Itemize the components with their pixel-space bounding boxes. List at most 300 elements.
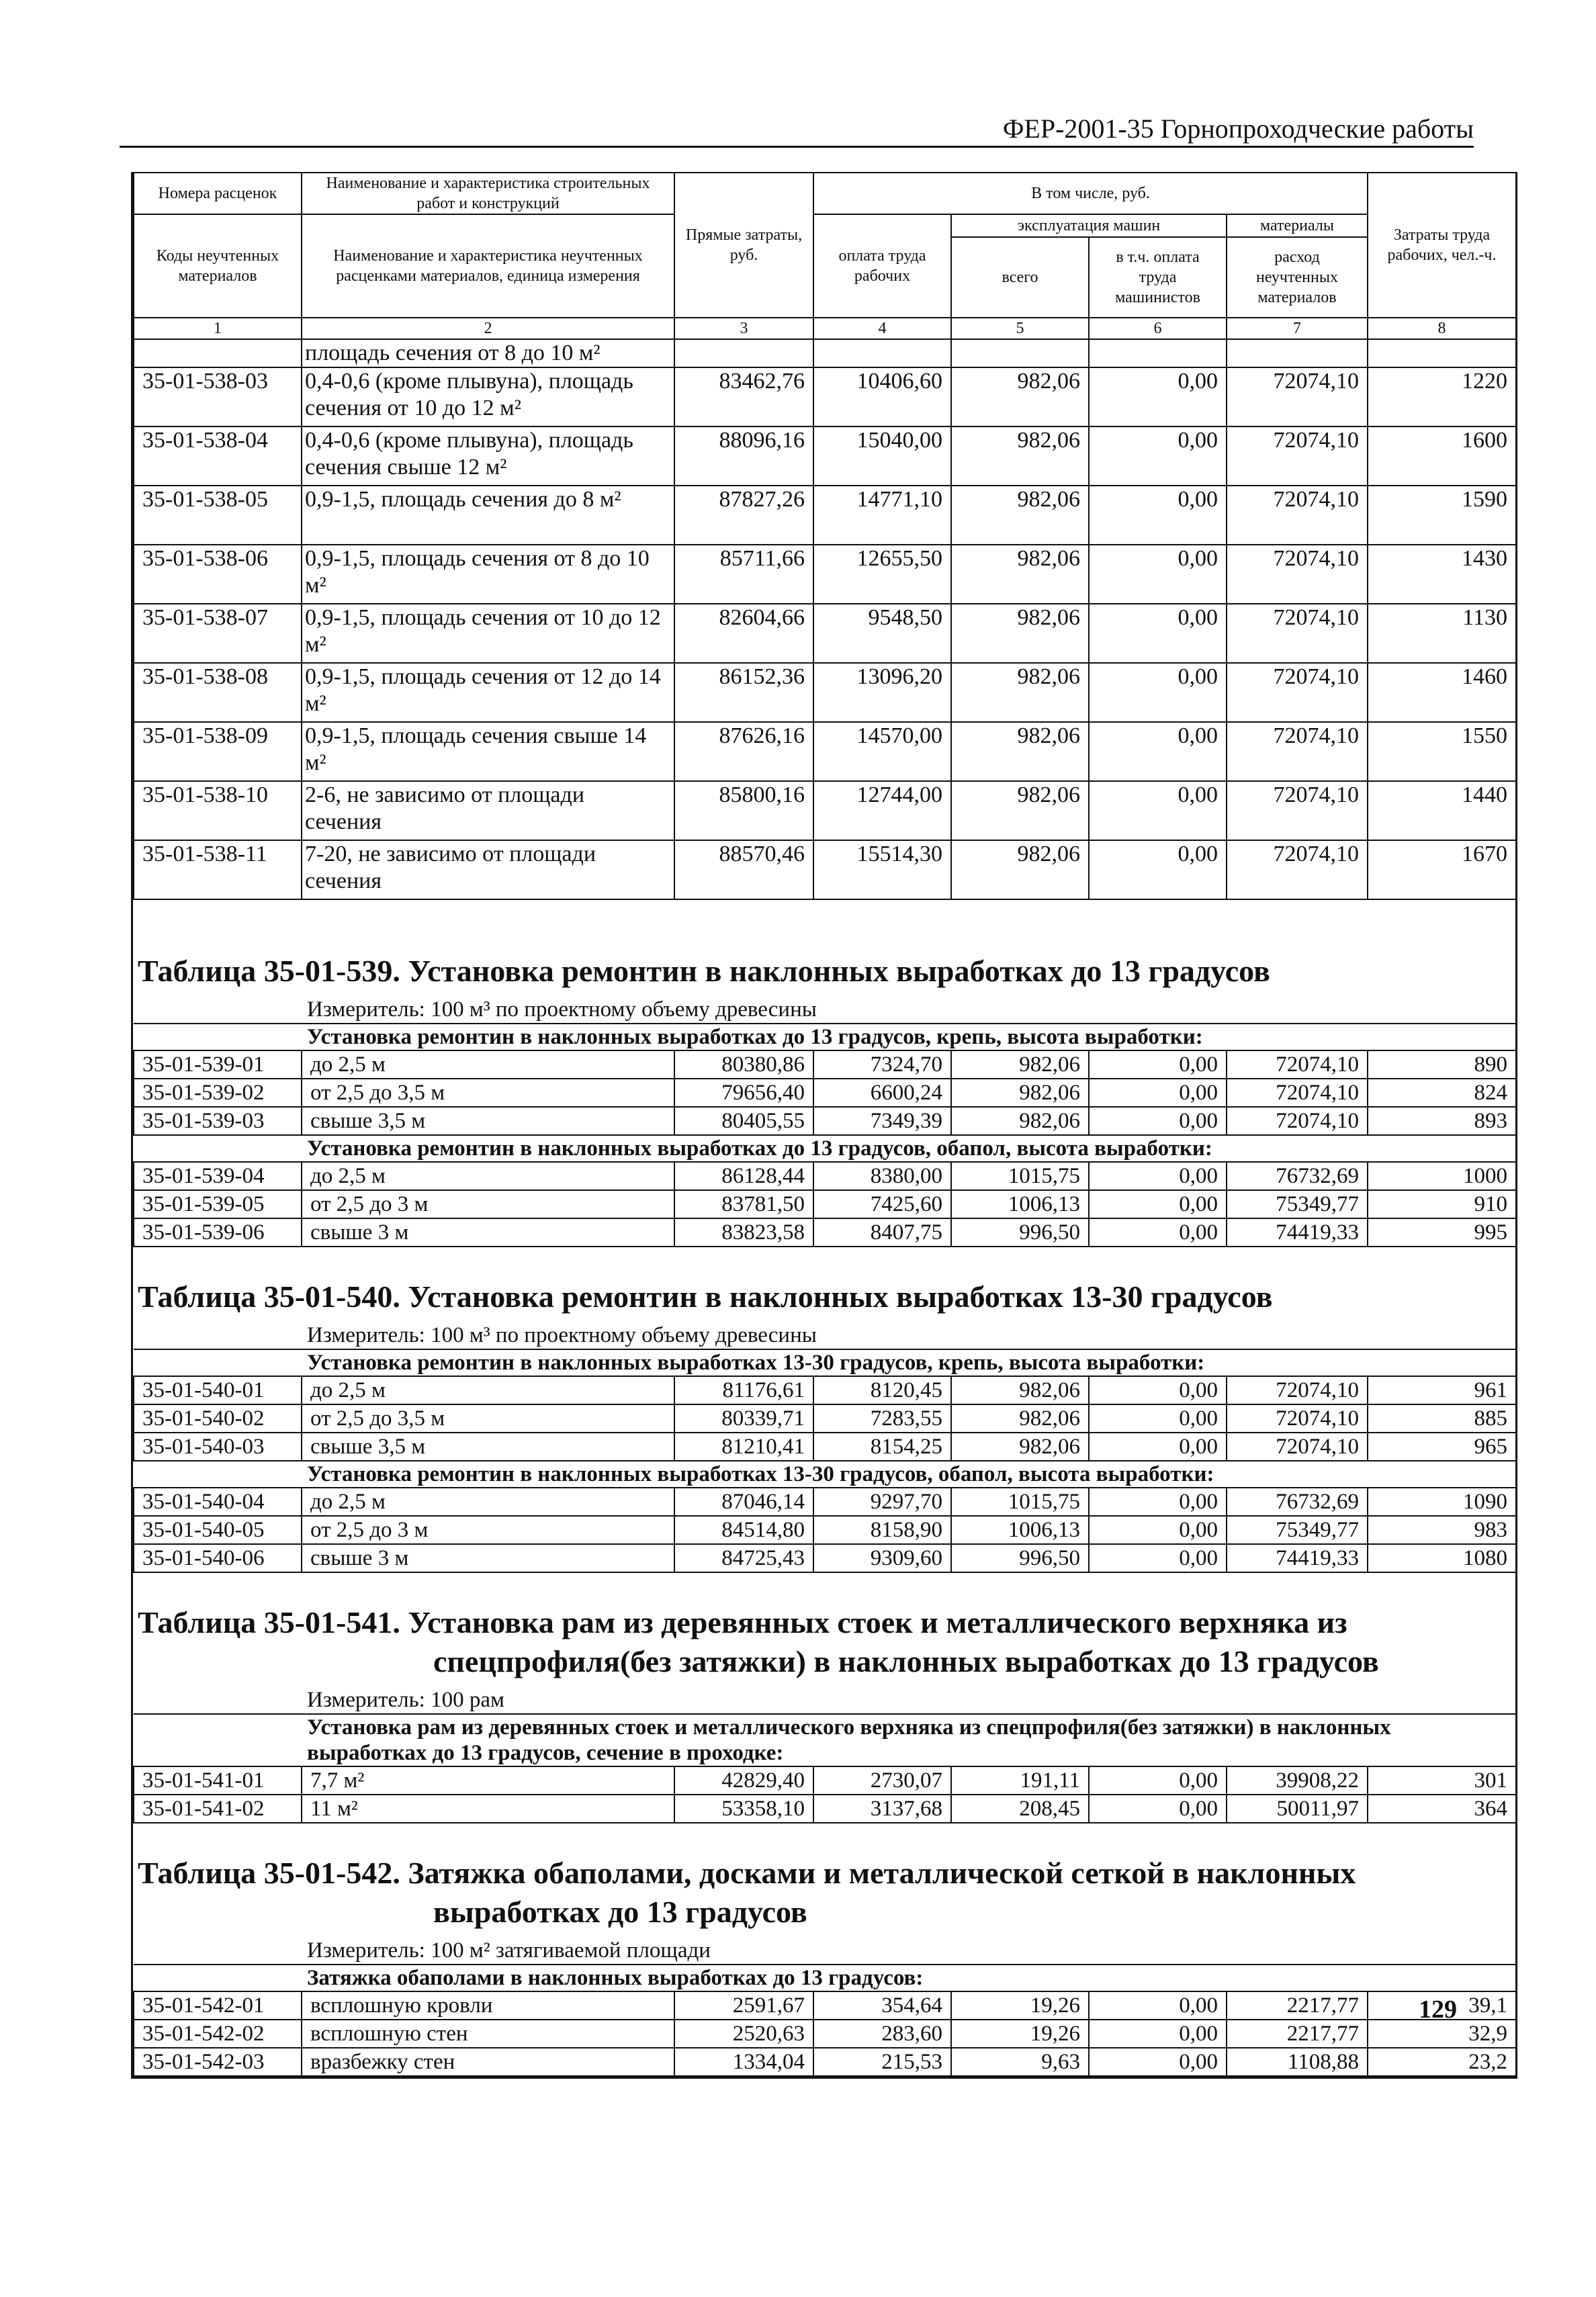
labor-pay: 13096,20 [813, 663, 951, 722]
header-machines-total: всего [951, 237, 1089, 318]
table-meter: Измеритель: 100 м² затягиваемой площади [307, 1938, 711, 1963]
machinists-pay: 0,00 [1089, 1766, 1227, 1795]
rate-name: от 2,5 до 3,5 м [302, 1404, 674, 1433]
machines-cost: 982,06 [951, 426, 1089, 486]
rate-name: свыше 3,5 м [302, 1107, 674, 1135]
rate-code: 35-01-540-05 [134, 1516, 302, 1544]
table-title-number: Таблица 35-01-541. [138, 1605, 400, 1639]
table-row [134, 1795, 1516, 1823]
table-title-row [134, 1850, 1516, 1937]
rate-name: всплошную кровли [302, 1991, 674, 2020]
header-codes-bottom: Коды неучтенных материалов [134, 214, 302, 318]
rate-code: 35-01-540-01 [134, 1376, 302, 1404]
direct-cost: 84514,80 [674, 1516, 813, 1544]
table-title-text: Установка рам из деревянных стоек и металлического верхняка из [408, 1605, 1347, 1639]
labor-pay: 15040,00 [813, 426, 951, 486]
rate-name: 0,9-1,5, площадь сечения свыше 14 м² [302, 722, 674, 781]
rate-code: 35-01-538-11 [134, 840, 302, 899]
rate-name: 0,4-0,6 (кроме плывуна), площадь сечения от 10 до 12 м² [302, 367, 674, 426]
price-sheet [131, 172, 1517, 2079]
machines-cost: 982,06 [951, 367, 1089, 426]
labor-pay: 283,60 [813, 2020, 951, 2048]
materials-cost: 2217,77 [1227, 1991, 1368, 2020]
table-meter-row [134, 996, 1516, 1024]
direct-cost: 87827,26 [674, 486, 813, 545]
table-row [134, 1516, 1516, 1544]
materials-cost: 76732,69 [1227, 1162, 1368, 1190]
table-row [134, 1544, 1516, 1572]
labor-pay: 8407,75 [813, 1218, 951, 1247]
group-label: Установка рам из деревянных стоек и металлического верхняка из спецпрофиля(без затяжки) в наклонных выработках до 13 градусов, сечение в проходке: [134, 1714, 1516, 1766]
rate-name: до 2,5 м [302, 1050, 674, 1079]
direct-cost: 2591,67 [674, 1991, 813, 2020]
rate-name: 7-20, не зависимо от площади сечения [302, 840, 674, 899]
materials-cost: 74419,33 [1227, 1218, 1368, 1247]
group-label-row [134, 1714, 1516, 1766]
materials-cost: 72074,10 [1227, 1107, 1368, 1135]
header-machinists: в т.ч. оплата труда машинистов [1089, 237, 1227, 318]
direct-cost: 88570,46 [674, 840, 813, 899]
machines-cost: 982,06 [951, 663, 1089, 722]
machines-cost: 982,06 [951, 1079, 1089, 1107]
machinists-pay: 0,00 [1089, 604, 1227, 663]
materials-cost: 72074,10 [1227, 663, 1368, 722]
table-row [134, 1079, 1516, 1107]
rate-code: 35-01-542-03 [134, 2048, 302, 2076]
labor-hours: 1440 [1368, 781, 1516, 840]
labor-hours: 1080 [1368, 1544, 1516, 1572]
rate-name: вразбежку стен [302, 2048, 674, 2076]
direct-cost: 80405,55 [674, 1107, 813, 1135]
materials-cost: 72074,10 [1227, 367, 1368, 426]
col-number: 6 [1089, 318, 1227, 339]
rate-code: 35-01-539-06 [134, 1218, 302, 1247]
machinists-pay: 0,00 [1089, 1433, 1227, 1461]
group-label: Установка ремонтин в наклонных выработках до 13 градусов, крепь, высота выработки: [134, 1024, 1516, 1050]
direct-cost: 80380,86 [674, 1050, 813, 1079]
labor-pay: 14771,10 [813, 486, 951, 545]
machines-cost: 982,06 [951, 1433, 1089, 1461]
direct-cost: 86128,44 [674, 1162, 813, 1190]
machines-cost: 191,11 [951, 1766, 1089, 1795]
header-labor: Затраты труда рабочих, чел.-ч. [1368, 173, 1516, 318]
labor-hours: 39,1 [1368, 1991, 1516, 2020]
machinists-pay: 0,00 [1089, 1190, 1227, 1218]
labor-hours: 885 [1368, 1404, 1516, 1433]
labor-hours: 1090 [1368, 1488, 1516, 1516]
rate-name: до 2,5 м [302, 1488, 674, 1516]
machines-cost: 982,06 [951, 604, 1089, 663]
table-row [134, 1404, 1516, 1433]
machines-cost: 982,06 [951, 1107, 1089, 1135]
machines-cost: 982,06 [951, 1050, 1089, 1079]
rate-name: 0,9-1,5, площадь сечения от 12 до 14 м² [302, 663, 674, 722]
machinists-pay: 0,00 [1089, 1488, 1227, 1516]
direct-cost: 86152,36 [674, 663, 813, 722]
section-gap [134, 1823, 1516, 1850]
table-title-row [134, 1599, 1516, 1686]
table-row [134, 1376, 1516, 1404]
labor-pay: 15514,30 [813, 840, 951, 899]
table-row [134, 1433, 1516, 1461]
direct-cost: 80339,71 [674, 1404, 813, 1433]
header-name-top: Наименование и характеристика строительных работ и конструкций [302, 173, 674, 214]
rate-name: от 2,5 до 3,5 м [302, 1079, 674, 1107]
labor-pay: 9297,70 [813, 1488, 951, 1516]
machinists-pay: 0,00 [1089, 1050, 1227, 1079]
rate-code: 35-01-538-05 [134, 486, 302, 545]
table-row [134, 604, 1516, 663]
tables-body [134, 899, 1516, 2076]
header-name-bottom: Наименование и характеристика неучтенных расценками материалов, единица измерения [302, 214, 674, 318]
col-number: 7 [1227, 318, 1368, 339]
materials-cost: 72074,10 [1227, 1079, 1368, 1107]
group-label-row [134, 1349, 1516, 1376]
labor-pay: 10406,60 [813, 367, 951, 426]
table-header [134, 173, 1516, 339]
machines-cost: 1015,75 [951, 1488, 1089, 1516]
labor-hours: 1600 [1368, 426, 1516, 486]
table-row [134, 426, 1516, 486]
materials-cost: 72074,10 [1227, 426, 1368, 486]
running-head: ФЕР-2001-35 Горнопроходческие работы [120, 113, 1474, 148]
table-row [134, 840, 1516, 899]
table-row [134, 2020, 1516, 2048]
labor-hours: 1460 [1368, 663, 1516, 722]
machines-cost: 982,06 [951, 1404, 1089, 1433]
machines-cost: 208,45 [951, 1795, 1089, 1823]
materials-cost: 75349,77 [1227, 1516, 1368, 1544]
labor-hours: 961 [1368, 1376, 1516, 1404]
table-meter: Измеритель: 100 м³ по проектному объему древесины [307, 997, 817, 1022]
labor-hours: 1550 [1368, 722, 1516, 781]
labor-hours: 893 [1368, 1107, 1516, 1135]
materials-cost: 72074,10 [1227, 840, 1368, 899]
machines-cost: 982,06 [951, 840, 1089, 899]
labor-hours: 301 [1368, 1766, 1516, 1795]
table-meter-row [134, 1937, 1516, 1965]
rate-code: 35-01-539-02 [134, 1079, 302, 1107]
machinists-pay: 0,00 [1089, 840, 1227, 899]
table-row [134, 2048, 1516, 2076]
table-title-text: Затяжка обаполами, досками и металлической сеткой в наклонных [408, 1856, 1356, 1890]
machinists-pay: 0,00 [1089, 367, 1227, 426]
machinists-pay: 0,00 [1089, 1107, 1227, 1135]
carry-row [134, 339, 1516, 367]
labor-pay: 8158,90 [813, 1516, 951, 1544]
machines-cost: 9,63 [951, 2048, 1089, 2076]
labor-hours: 983 [1368, 1516, 1516, 1544]
labor-pay: 14570,00 [813, 722, 951, 781]
table-row [134, 545, 1516, 604]
labor-hours: 1430 [1368, 545, 1516, 604]
labor-hours: 32,9 [1368, 2020, 1516, 2048]
machinists-pay: 0,00 [1089, 663, 1227, 722]
labor-pay: 12744,00 [813, 781, 951, 840]
table-meter: Измеритель: 100 рам [307, 1688, 504, 1712]
col-number: 8 [1368, 318, 1516, 339]
materials-cost: 72074,10 [1227, 781, 1368, 840]
group-label-row [134, 1461, 1516, 1488]
column-numbers [134, 318, 1516, 339]
machinists-pay: 0,00 [1089, 2020, 1227, 2048]
table-row [134, 1050, 1516, 1079]
group-label: Затяжка обаполами в наклонных выработках до 13 градусов: [134, 1965, 1516, 1991]
rate-code: 35-01-538-07 [134, 604, 302, 663]
rate-name: свыше 3 м [302, 1218, 674, 1247]
rate-code: 35-01-538-04 [134, 426, 302, 486]
materials-cost: 72074,10 [1227, 1376, 1368, 1404]
labor-pay: 8120,45 [813, 1376, 951, 1404]
table-row [134, 1766, 1516, 1795]
col-number: 5 [951, 318, 1089, 339]
rate-code: 35-01-538-10 [134, 781, 302, 840]
machinists-pay: 0,00 [1089, 545, 1227, 604]
direct-cost: 53358,10 [674, 1795, 813, 1823]
table-row [134, 1107, 1516, 1135]
rate-code: 35-01-538-08 [134, 663, 302, 722]
labor-hours: 890 [1368, 1050, 1516, 1079]
machinists-pay: 0,00 [1089, 2048, 1227, 2076]
table-row [134, 367, 1516, 426]
direct-cost: 84725,43 [674, 1544, 813, 1572]
direct-cost: 83781,50 [674, 1190, 813, 1218]
group-label-row [134, 1965, 1516, 1991]
materials-cost: 72074,10 [1227, 722, 1368, 781]
rate-code: 35-01-540-03 [134, 1433, 302, 1461]
machinists-pay: 0,00 [1089, 426, 1227, 486]
rate-name: 7,7 м² [302, 1766, 674, 1795]
table-row [134, 1190, 1516, 1218]
rate-code: 35-01-542-02 [134, 2020, 302, 2048]
direct-cost: 79656,40 [674, 1079, 813, 1107]
section-gap [134, 1572, 1516, 1599]
machines-cost: 982,06 [951, 722, 1089, 781]
labor-hours: 1000 [1368, 1162, 1516, 1190]
rate-name: свыше 3,5 м [302, 1433, 674, 1461]
table-title-row [134, 948, 1516, 996]
labor-pay: 6600,24 [813, 1079, 951, 1107]
labor-hours: 364 [1368, 1795, 1516, 1823]
labor-hours: 1130 [1368, 604, 1516, 663]
labor-pay: 9309,60 [813, 1544, 951, 1572]
table-title-text: Установка ремонтин в наклонных выработках до 13 градусов [408, 954, 1270, 988]
table-row [134, 722, 1516, 781]
labor-pay: 3137,68 [813, 1795, 951, 1823]
rate-code: 35-01-542-01 [134, 1991, 302, 2020]
machines-cost: 996,50 [951, 1218, 1089, 1247]
rate-name: 0,9-1,5, площадь сечения от 8 до 10 м² [302, 545, 674, 604]
machinists-pay: 0,00 [1089, 1162, 1227, 1190]
labor-hours: 824 [1368, 1079, 1516, 1107]
table-title [134, 1850, 1516, 1937]
table-title-number: Таблица 35-01-542. [138, 1856, 400, 1890]
rate-code: 35-01-538-06 [134, 545, 302, 604]
col-number: 2 [302, 318, 674, 339]
header-codes-top: Номера расценок [134, 173, 302, 214]
machinists-pay: 0,00 [1089, 722, 1227, 781]
rate-code: 35-01-539-01 [134, 1050, 302, 1079]
col-number: 3 [674, 318, 813, 339]
rates-table [133, 172, 1517, 2077]
materials-cost: 74419,33 [1227, 1544, 1368, 1572]
table-row [134, 781, 1516, 840]
rate-name: свыше 3 м [302, 1544, 674, 1572]
table-meter: Измеритель: 100 м³ по проектному объему древесины [307, 1323, 817, 1347]
header-materials: материалы [1227, 214, 1368, 237]
materials-cost: 2217,77 [1227, 2020, 1368, 2048]
direct-cost: 2520,63 [674, 2020, 813, 2048]
machinists-pay: 0,00 [1089, 1079, 1227, 1107]
gap-cell [134, 1823, 1516, 1850]
table-row [134, 1218, 1516, 1247]
table-title-number: Таблица 35-01-540. [138, 1279, 400, 1314]
machines-cost: 19,26 [951, 1991, 1089, 2020]
rate-code: 35-01-540-04 [134, 1488, 302, 1516]
table-row [134, 663, 1516, 722]
machines-cost: 1006,13 [951, 1516, 1089, 1544]
group-label: Установка ремонтин в наклонных выработках 13-30 градусов, крепь, высота выработки: [134, 1349, 1516, 1376]
labor-pay: 7425,60 [813, 1190, 951, 1218]
labor-hours: 23,2 [1368, 2048, 1516, 2076]
rate-code: 35-01-540-06 [134, 1544, 302, 1572]
direct-cost: 81210,41 [674, 1433, 813, 1461]
machines-cost: 19,26 [951, 2020, 1089, 2048]
labor-hours: 1590 [1368, 486, 1516, 545]
materials-cost: 1108,88 [1227, 2048, 1368, 2076]
machines-cost: 982,06 [951, 781, 1089, 840]
header-materials-consumption: расход неучтенных материалов [1227, 237, 1368, 318]
header-direct: Прямые затраты, руб. [674, 173, 813, 318]
rate-code: 35-01-539-05 [134, 1190, 302, 1218]
gap-cell [134, 1572, 1516, 1599]
labor-pay: 7283,55 [813, 1404, 951, 1433]
rate-code: 35-01-538-09 [134, 722, 302, 781]
machinists-pay: 0,00 [1089, 1795, 1227, 1823]
direct-cost: 85711,66 [674, 545, 813, 604]
materials-cost: 72074,10 [1227, 486, 1368, 545]
materials-cost: 72074,10 [1227, 1050, 1368, 1079]
labor-pay: 8380,00 [813, 1162, 951, 1190]
labor-pay: 12655,50 [813, 545, 951, 604]
labor-pay: 9548,50 [813, 604, 951, 663]
direct-cost: 1334,04 [674, 2048, 813, 2076]
materials-cost: 75349,77 [1227, 1190, 1368, 1218]
labor-hours: 1670 [1368, 840, 1516, 899]
materials-cost: 72074,10 [1227, 604, 1368, 663]
group-label: Установка ремонтин в наклонных выработках 13-30 градусов, обапол, высота выработки: [134, 1461, 1516, 1488]
direct-cost: 85800,16 [674, 781, 813, 840]
direct-cost: 82604,66 [674, 604, 813, 663]
rate-code: 35-01-539-04 [134, 1162, 302, 1190]
machinists-pay: 0,00 [1089, 1376, 1227, 1404]
direct-cost: 88096,16 [674, 426, 813, 486]
materials-cost: 72074,10 [1227, 1404, 1368, 1433]
labor-pay: 354,64 [813, 1991, 951, 2020]
rate-code: 35-01-539-03 [134, 1107, 302, 1135]
header-incl: В том числе, руб. [813, 173, 1368, 214]
rate-name: 0,9-1,5, площадь сечения от 10 до 12 м² [302, 604, 674, 663]
group-label: Установка ремонтин в наклонных выработках до 13 градусов, обапол, высота выработки: [134, 1135, 1516, 1162]
machinists-pay: 0,00 [1089, 1404, 1227, 1433]
machines-cost: 996,50 [951, 1544, 1089, 1572]
page-number: 129 [1419, 1995, 1457, 2024]
direct-cost: 83462,76 [674, 367, 813, 426]
table-title [134, 1273, 1516, 1322]
rate-name: до 2,5 м [302, 1376, 674, 1404]
table-title-number: Таблица 35-01-539. [138, 954, 400, 988]
labor-hours: 1220 [1368, 367, 1516, 426]
col-number: 1 [134, 318, 302, 339]
machinists-pay: 0,00 [1089, 486, 1227, 545]
group-label-row [134, 1024, 1516, 1050]
machines-cost: 982,06 [951, 486, 1089, 545]
section-gap [134, 1247, 1516, 1273]
labor-pay: 2730,07 [813, 1766, 951, 1795]
rate-name: от 2,5 до 3 м [302, 1516, 674, 1544]
machines-cost: 982,06 [951, 545, 1089, 604]
materials-cost: 39908,22 [1227, 1766, 1368, 1795]
rate-name: 2-6, не зависимо от площади сечения [302, 781, 674, 840]
table-title [134, 1599, 1516, 1686]
labor-hours: 995 [1368, 1218, 1516, 1247]
machinists-pay: 0,00 [1089, 1218, 1227, 1247]
table-row [134, 1162, 1516, 1190]
carry-line: площадь сечения от 8 до 10 м² [302, 339, 674, 367]
gap-cell [134, 899, 1516, 948]
materials-cost: 72074,10 [1227, 1433, 1368, 1461]
machinists-pay: 0,00 [1089, 781, 1227, 840]
rate-name: от 2,5 до 3 м [302, 1190, 674, 1218]
table-title-text: Установка ремонтин в наклонных выработках 13-30 градусов [408, 1279, 1273, 1314]
table-title-continuation: выработках до 13 градусов [433, 1895, 807, 1929]
machines-cost: 1015,75 [951, 1162, 1089, 1190]
table-title-row [134, 1273, 1516, 1322]
rate-code: 35-01-540-02 [134, 1404, 302, 1433]
direct-cost: 42829,40 [674, 1766, 813, 1795]
gap-cell [134, 1247, 1516, 1273]
materials-cost: 50011,97 [1227, 1795, 1368, 1823]
rate-name: до 2,5 м [302, 1162, 674, 1190]
labor-pay: 8154,25 [813, 1433, 951, 1461]
machinists-pay: 0,00 [1089, 1544, 1227, 1572]
direct-cost: 81176,61 [674, 1376, 813, 1404]
materials-cost: 72074,10 [1227, 545, 1368, 604]
machinists-pay: 0,00 [1089, 1516, 1227, 1544]
labor-hours: 910 [1368, 1190, 1516, 1218]
machines-cost: 1006,13 [951, 1190, 1089, 1218]
rate-code: 35-01-541-02 [134, 1795, 302, 1823]
labor-pay: 7349,39 [813, 1107, 951, 1135]
direct-cost: 83823,58 [674, 1218, 813, 1247]
section-gap [134, 899, 1516, 948]
col-number: 4 [813, 318, 951, 339]
header-machines: эксплуатация машин [951, 214, 1227, 237]
labor-hours: 965 [1368, 1433, 1516, 1461]
first-block [134, 339, 1516, 899]
direct-cost: 87626,16 [674, 722, 813, 781]
materials-cost: 76732,69 [1227, 1488, 1368, 1516]
labor-pay: 215,53 [813, 2048, 951, 2076]
table-meter-row [134, 1686, 1516, 1714]
table-title-continuation: спецпрофиля(без затяжки) в наклонных выработках до 13 градусов [433, 1644, 1379, 1678]
rate-code: 35-01-538-03 [134, 367, 302, 426]
table-row [134, 486, 1516, 545]
direct-cost: 87046,14 [674, 1488, 813, 1516]
table-title [134, 948, 1516, 996]
table-meter-row [134, 1322, 1516, 1349]
rate-code: 35-01-541-01 [134, 1766, 302, 1795]
